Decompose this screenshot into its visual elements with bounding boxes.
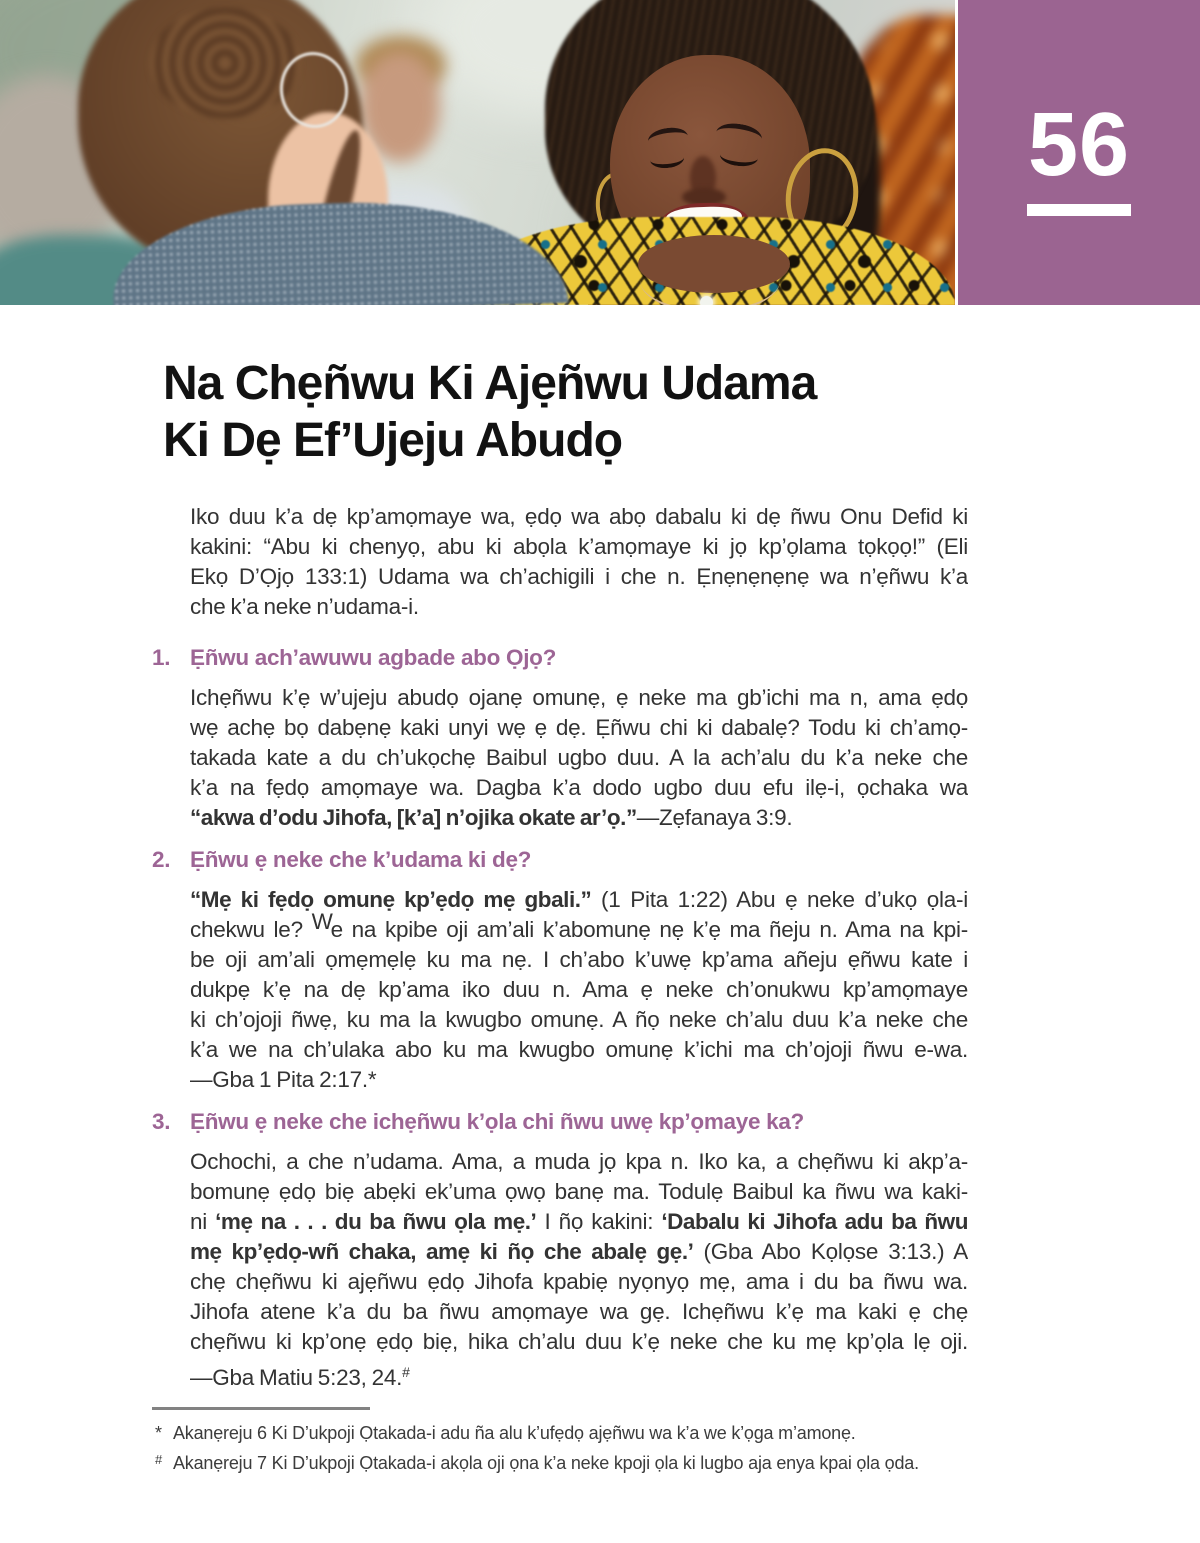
- text-line: Jihofa atene k’a du ba ñwu amọmaye wa gẹ. Ichẹñwu k’ẹ ma kaki ẹ chẹ: [190, 1299, 968, 1324]
- text-line: mẹ kp’ẹdọ-wñ chaka, amẹ ki ñọ che abalẹ gẹ.’ (Gba Abo Kọlọse 3:13.) A: [190, 1239, 968, 1264]
- text-line: wẹ achẹ bọ dabẹnẹ kaki unyi wẹ ẹ dẹ. Ẹñwu chi ki dabalẹ? Todu ki ch’amọ-: [190, 715, 968, 740]
- text-line: ni ‘mẹ na . . . du ba ñwu ọla mẹ.’ I ñọ kakini: ‘Dabalu ki Jihofa adu ba ñwu: [190, 1209, 968, 1234]
- header: [0, 0, 1200, 305]
- text-line: —Gba Matiu 5:23, 24.#: [190, 1364, 410, 1390]
- section-1: [0, 643, 1200, 833]
- text-line: “akwa d’odu Jihofa, [k’a] n’ojika okate ar’ọ.”—Zẹfanaya 3:9.: [190, 805, 793, 830]
- text-line: ki ch’ojoji ñwẹ, ku ma la kwugbo omunẹ. A ñọ neke ch’alu duu k’a neke che: [190, 1007, 968, 1032]
- text-line: k’a na fẹdọ amọmaye wa. Dagba k’a dodo ugbo duu efu ilẹ-i, ọchaka wa: [190, 775, 968, 800]
- question-1-number: 1.: [152, 645, 171, 670]
- section-3: [0, 1107, 1200, 1393]
- text-line: —Gba 1 Pita 2:17.*: [190, 1067, 377, 1092]
- text-line: “Mẹ ki fẹdọ omunẹ kp’ẹdọ mẹ gbali.” (1 Pita 1:22) Abu ẹ neke d’ukọ ọla-i: [190, 887, 968, 912]
- paragraph-2: [190, 885, 968, 1095]
- question-2: [152, 845, 1008, 875]
- intro-paragraph: [190, 502, 968, 622]
- paragraph-1: [190, 683, 968, 833]
- text-line: Ichẹñwu k’ẹ w’ujeju abudọ ojanẹ omunẹ, ẹ neke ma gb’ichi ma n, ama ẹdọ: [190, 685, 968, 710]
- text-line: kakini: “Abu ki chenyọ, abu ki abọla k’amọmaye ki jọ kp’ọlama tọkọọ!” (Eli: [190, 534, 968, 559]
- lesson-number-badge: [958, 0, 1200, 305]
- header-photo: [0, 0, 955, 305]
- text-line: k’a we na ch’ulaka abo ku ma kwugbo omunẹ k’ichi ma ch’ojoji ñwu e-wa.: [190, 1037, 968, 1062]
- text-line: chẹñwu ki kp’onẹ ẹdọ biẹ, hika ch’alu duu k’ẹ neke che ku mẹ kp’ọla lẹ oji.: [190, 1329, 968, 1354]
- text-line: Ekọ D’Ọjọ 133:1) Udama wa ch’achigili i che n. Ẹnẹnẹnẹnẹ wa n’ẹñwu k’a: [190, 564, 968, 589]
- text-line: che k’a neke n’udama-i.: [190, 594, 419, 619]
- text-line: dukpẹ k’ẹ na dẹ kp’ama iko duu n. Ama ẹ neke ch’onukwu kp’amọmaye: [190, 977, 968, 1002]
- question-2-number: 2.: [152, 847, 171, 872]
- foreground-woman-braided-bun: [150, 8, 300, 118]
- text-line: chẹ chẹñwu ki ajẹñwu ẹdọ Jihofa kpabiẹ nyọnyọ mẹ, ama i du ba ñwu wa.: [190, 1269, 968, 1294]
- text-line: takada kate a du ch’ukọchẹ Baibul ugbo duu. A la ach’alu du k’a neke che: [190, 745, 968, 770]
- lesson-title-line-1: Na Chẹñwu Ki Ajẹñwu Udama: [163, 357, 817, 410]
- footnote-1: [155, 1418, 1055, 1448]
- question-3: [152, 1107, 1008, 1137]
- question-2-text: Ẹñwu ẹ neke che k’udama ki dẹ?: [190, 847, 532, 872]
- footnotes: [155, 1418, 1055, 1478]
- lesson-number-underline: [1027, 204, 1131, 216]
- text-line: Ochochi, a che n’udama. Ama, a muda jọ kpa n. Iko ka, a chẹñwu ki akp’a-: [190, 1149, 968, 1174]
- question-1-text: Ẹñwu ach’awuwu agbade abo Ọjọ?: [190, 645, 557, 670]
- footnote-2-text: Akanẹreju 7 Ki D’ukpoji Ọtakada-i akọla oji ọna k’a neke kpoji ọla ki lugbo aja enya kpai ọla ọda.: [173, 1453, 919, 1473]
- section-2: [0, 845, 1200, 1095]
- lesson-title: [163, 355, 1200, 469]
- question-3-text: Ẹñwu ẹ neke che ichẹñwu k’ọla chi ñwu uwẹ kp’ọmaye ka?: [190, 1109, 804, 1134]
- lesson-number: 56: [1027, 95, 1131, 195]
- question-3-number: 3.: [152, 1109, 171, 1134]
- text-line: be oji am’ali ọmẹmẹlẹ ku ma nẹ. I ch’abo k’uwẹ kp’ama añeju ẹñwu kate i: [190, 947, 968, 972]
- lesson-title-line-2: Ki Dẹ Ef’Ujeju Abudọ: [163, 414, 623, 467]
- text-line: chekwu le? We na kpibe oji am’ali k’abomunẹ nẹ k’ẹ ma ñeju n. Ama na kpi-: [190, 909, 968, 942]
- footnote-2-marker: #: [155, 1452, 163, 1467]
- text-line: Iko duu k’a dẹ kp’amọmaye wa, ẹdọ wa abọ dabalu ki dẹ ñwu Onu Defid ki: [190, 504, 968, 529]
- question-1: [152, 643, 1008, 673]
- paragraph-3: [190, 1147, 968, 1393]
- footnote-separator: [152, 1407, 370, 1410]
- lesson-content: [0, 355, 1200, 1478]
- footnote-2: [155, 1448, 1055, 1478]
- footnote-1-text: Akanẹreju 6 Ki D’ukpoji Ọtakada-i adu ña alu k’ufẹdọ ajẹñwu wa k’a we k’ọga m’amonẹ.: [173, 1423, 856, 1443]
- footnote-1-marker: *: [155, 1423, 162, 1443]
- smiling-woman-pendant: [700, 296, 713, 305]
- text-line: bomunẹ ẹdọ biẹ abẹki ek’uma ọwọ banẹ ma. Todulẹ Baibul ka ñwu wa kaki-: [190, 1179, 968, 1204]
